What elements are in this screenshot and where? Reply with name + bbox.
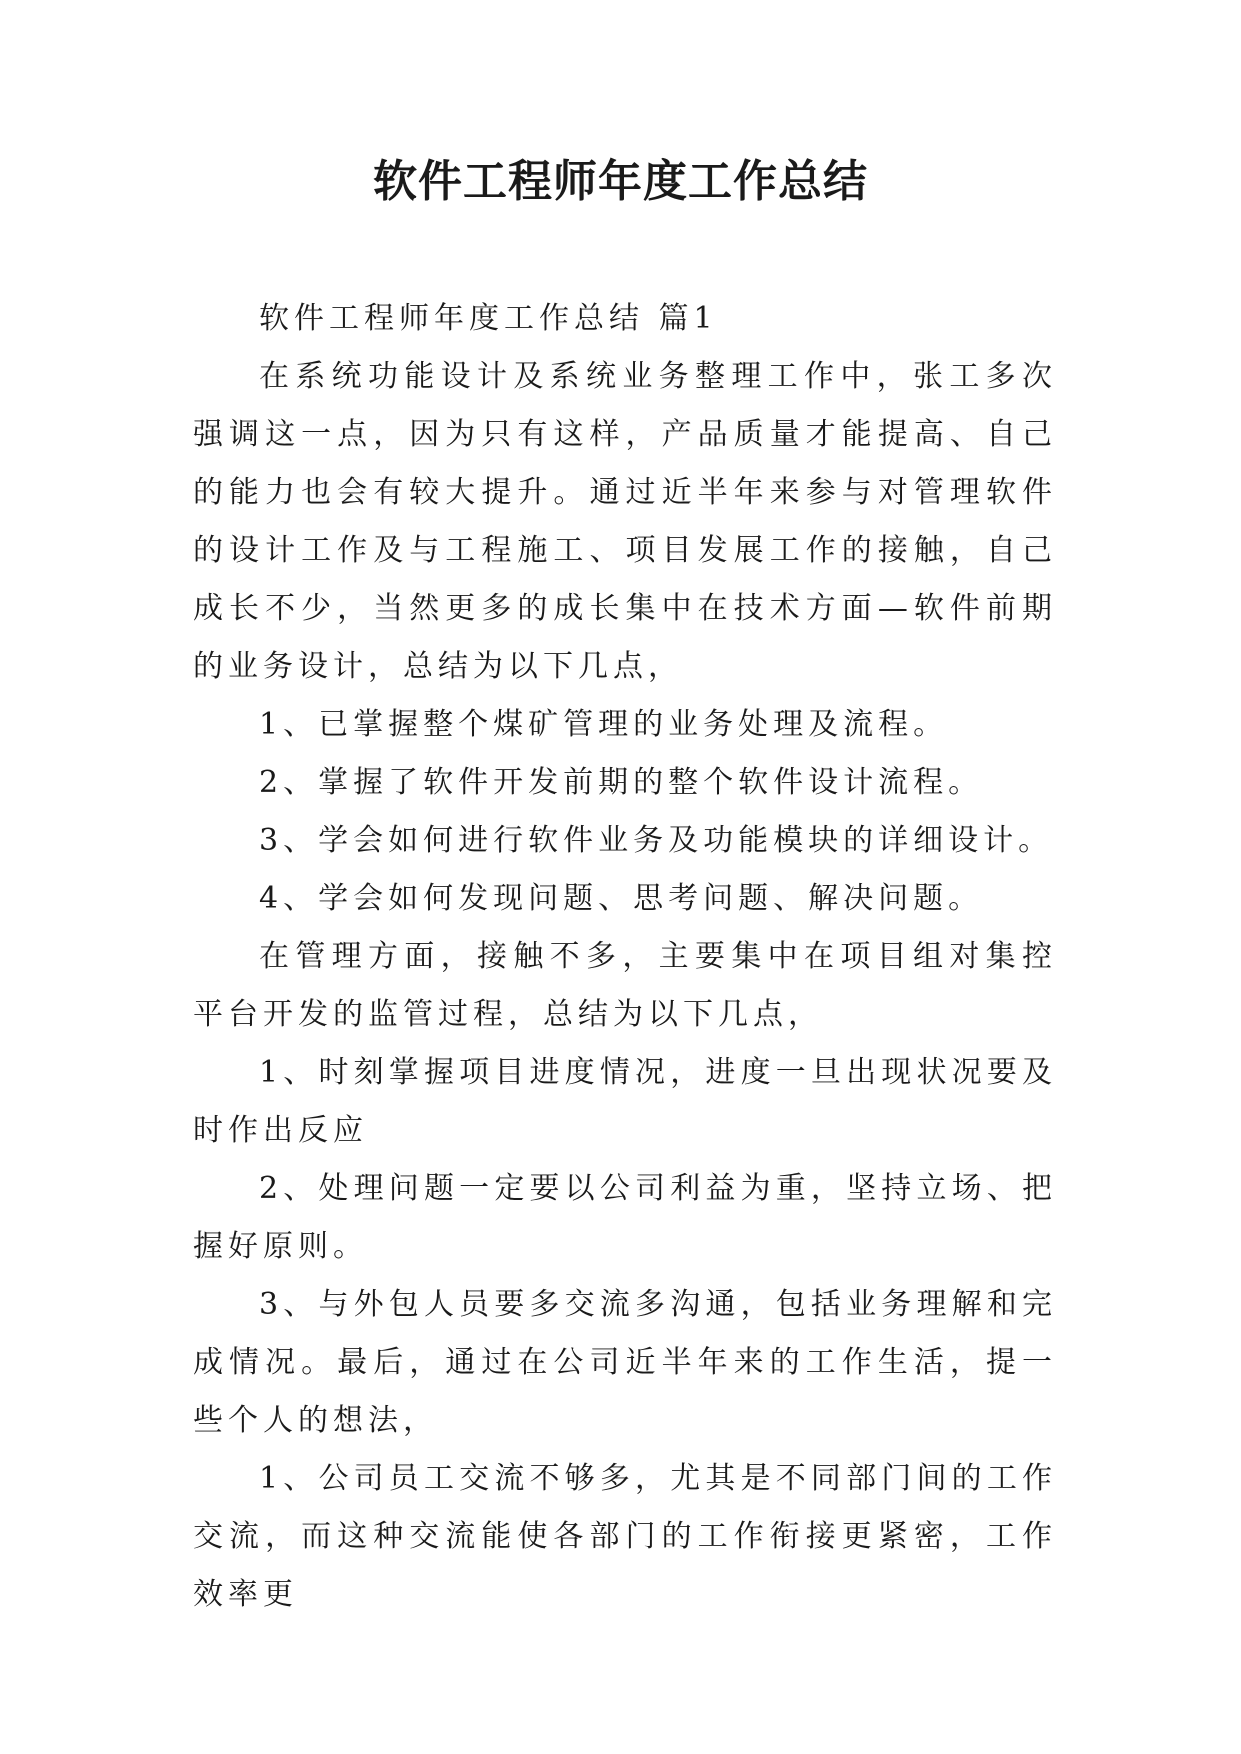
list-item: 1、公司员工交流不够多，尤其是不同部门间的工作交流，而这种交流能使各部门的工作衔接更紧密，工作效率更 [193, 1461, 1057, 1612]
paragraph: 在管理方面，接触不多，主要集中在项目组对集控平台开发的监管过程，总结为以下几点， [193, 939, 1057, 1032]
document-body [193, 290, 1057, 1624]
list-item: 2、掌握了软件开发前期的整个软件设计流程。 [259, 765, 984, 800]
list-item: 1、已掌握整个煤矿管理的业务处理及流程。 [259, 707, 949, 742]
list-item: 3、与外包人员要多交流多沟通，包括业务理解和完成情况。最后，通过在公司近半年来的工作生活，提一些个人的想法， [193, 1287, 1057, 1438]
document-title: 软件工程师年度工作总结 [373, 156, 868, 207]
list-item: 4、学会如何发现问题、思考问题、解决问题。 [259, 881, 984, 916]
list-item: 3、学会如何进行软件业务及功能模块的详细设计。 [259, 823, 1054, 858]
section-heading: 软件工程师年度工作总结 篇1 [259, 301, 718, 336]
list-item: 2、处理问题一定要以公司利益为重，坚持立场、把握好原则。 [193, 1171, 1057, 1264]
list-item: 1、时刻掌握项目进度情况，进度一旦出现状况要及时作出反应 [193, 1055, 1057, 1148]
paragraph: 在系统功能设计及系统业务整理工作中，张工多次强调这一点，因为只有这样，产品质量才能提高、自己的能力也会有较大提升。通过近半年来参与对管理软件的设计工作及与工程施工、项目发展工作的接触，自己成长不少，当然更多的成长集中在技术方面—软件前期的业务设计，总结为以下几点， [193, 359, 1057, 684]
